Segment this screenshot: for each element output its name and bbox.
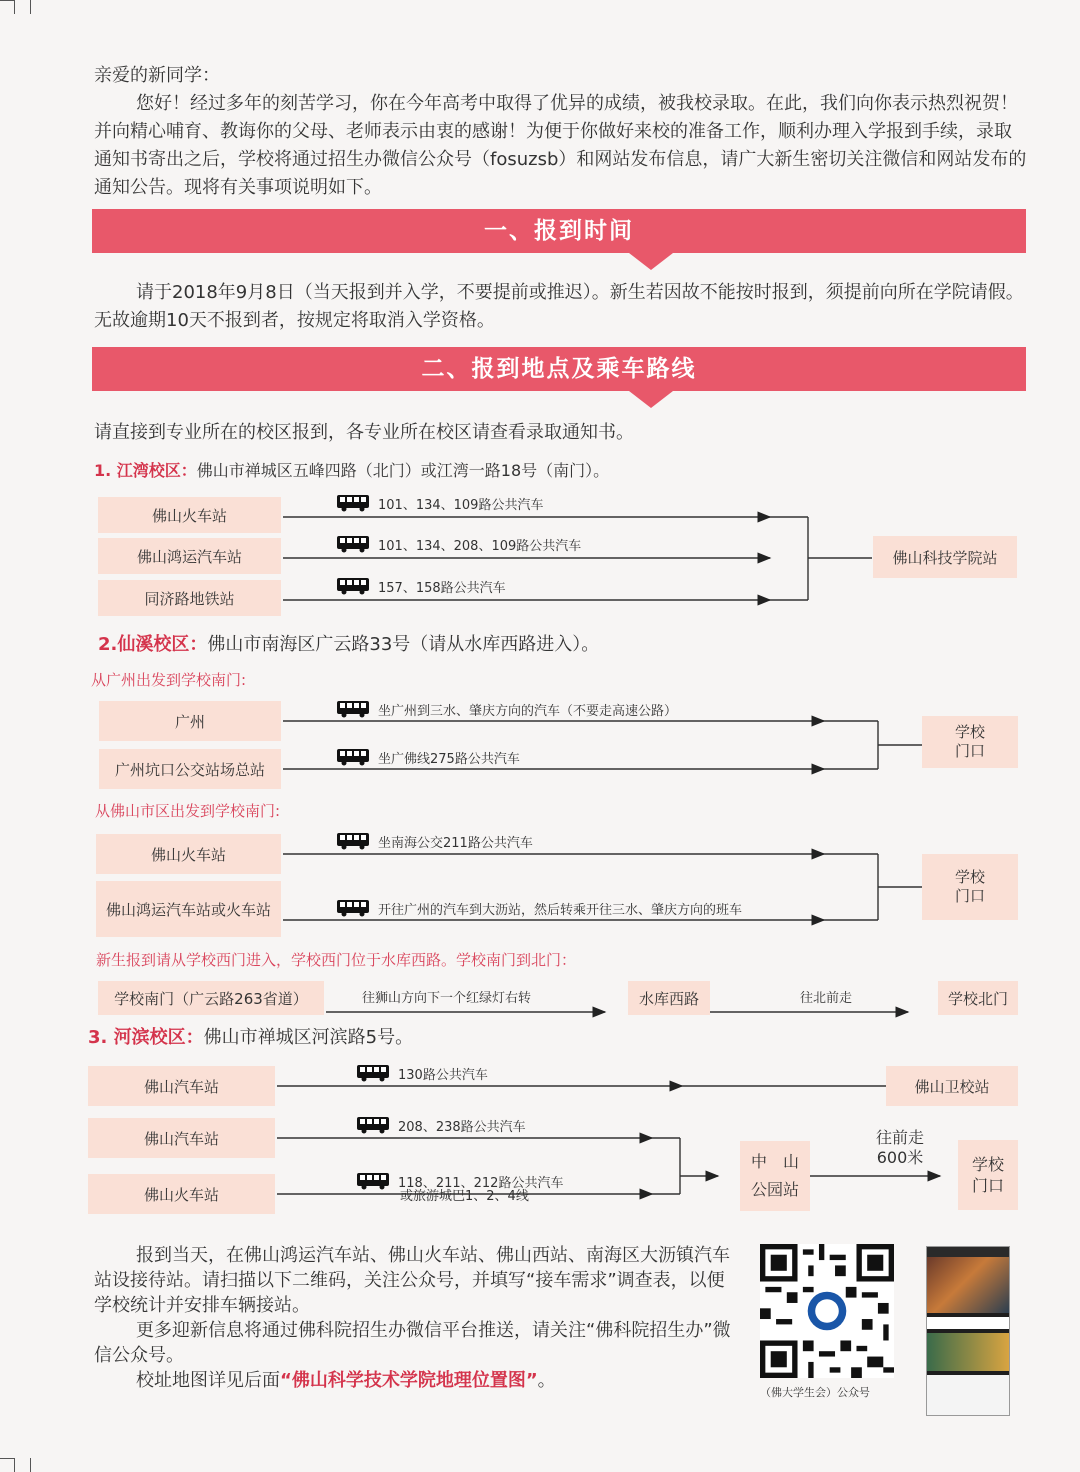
closing-paragraph-2: 更多迎新信息将通过佛科院招生办微信平台推送，请关注“佛科院招生办”微信公众号。 <box>94 1320 731 1366</box>
bus-route-label: 208、238路公共汽车 <box>398 1120 526 1135</box>
origin-box: 佛山汽车站 <box>88 1118 275 1158</box>
from-guangzhou-label: 从广州出发到学校南门: <box>91 671 247 689</box>
bus-route <box>336 832 533 855</box>
map-ref-suffix: 。 <box>537 1370 556 1391</box>
destination-box: 佛山科技学院站 <box>873 536 1017 578</box>
bus-route-label: 开往广州的汽车到大沥站，然后转乘开往三水、肇庆方向的班车 <box>378 903 743 918</box>
walk-label-line1: 往前走 <box>876 1128 925 1147</box>
menu-area <box>927 1375 1009 1415</box>
section2-title: 二、报到地点及乘车路线 <box>421 356 697 382</box>
bus-route-label: 坐广州到三水、肇庆方向的汽车（不要走高速公路） <box>378 704 678 719</box>
origin-box: 佛山火车站 <box>96 834 281 874</box>
bus-route <box>336 535 581 558</box>
closing-paragraph-3 <box>136 1367 556 1395</box>
bus-icon <box>356 1116 390 1139</box>
qr-code-image[interactable] <box>760 1244 894 1378</box>
zhongshan-park-line1: 中 山 <box>750 1152 799 1171</box>
map-ref-title: “佛山科学技术学院地理位置图” <box>280 1370 538 1391</box>
bus-route <box>336 899 742 922</box>
bus-route <box>356 1064 488 1087</box>
school-gate-box: 学校门口 <box>922 854 1018 920</box>
bus-route <box>336 494 543 517</box>
grid-image <box>927 1333 1009 1371</box>
campus2-address: 佛山市南海区广云路33号（请从水库西路进入）。 <box>207 634 600 655</box>
south-gate-box: 学校南门（广云路263省道） <box>98 981 324 1015</box>
bus-icon <box>336 494 370 517</box>
zhongshan-park-station-box <box>740 1141 810 1211</box>
bus-route <box>336 748 520 771</box>
bus-icon <box>336 748 370 771</box>
map-ref-prefix: 校址地图详见后面 <box>136 1370 280 1391</box>
origin-box: 同济路地铁站 <box>98 580 281 616</box>
campus2-name: 2.仙溪校区： <box>98 634 208 655</box>
banner-image <box>927 1257 1009 1313</box>
school-gate-box: 学校门口 <box>922 716 1018 768</box>
bus-icon <box>356 1064 390 1087</box>
campus1-heading <box>94 459 609 483</box>
section1-title: 一、报到时间 <box>484 218 634 244</box>
campus3-heading <box>88 1026 413 1050</box>
reservoir-road-box: 水库西路 <box>628 981 710 1015</box>
list-item <box>927 1317 1009 1329</box>
closing-paragraph-1: 报到当天，在佛山鸿运汽车站、佛山火车站、佛山西站、南海区大沥镇汽车站设接待站。请扫描以下二维码，关注公众号，并填写“接车需求”调查表，以便学校统计并安排车辆接站。 <box>94 1245 730 1316</box>
bus-route <box>336 577 506 600</box>
intro-paragraph: 您好！经过多年的刻苦学习，你在今年高考中取得了优异的成绩，被我校录取。在此，我们向你表示热烈祝贺！并向精心哺育、教诲你的父母、老师表示由衷的感谢！为便于你做好来校的准备工作，顺利办理入学报到手续，录取通知书寄出之后，学校将通过招生办微信公众号（fosuzsb）和网站发布信息，请广大新生密切关注微信和网站发布的通知公告。现将有关事项说明如下。 <box>94 93 1027 198</box>
walk-label-line2: 600米 <box>876 1148 924 1167</box>
bus-icon <box>336 832 370 855</box>
campus2-heading <box>98 633 599 657</box>
north-gate-box: 学校北门 <box>938 981 1018 1015</box>
origin-box: 广州 <box>99 701 281 741</box>
origin-box: 佛山鸿运汽车站 <box>98 538 281 574</box>
bus-route-label: 坐南海公交211路公共汽车 <box>378 836 533 851</box>
origin-box: 佛山汽车站 <box>88 1066 275 1106</box>
go-north-label: 往北前走 <box>800 991 853 1006</box>
bus-route <box>336 700 677 723</box>
bus-icon <box>336 700 370 723</box>
bus-icon <box>356 1172 390 1195</box>
origin-box: 佛山火车站 <box>88 1174 275 1214</box>
bus-route-label: 130路公共汽车 <box>398 1068 488 1083</box>
walk-label <box>876 1128 924 1168</box>
origin-box: 广州坑口公交站场总站 <box>99 749 281 789</box>
origin-box: 佛山鸿运汽车站或火车站 <box>96 881 281 937</box>
west-gate-note: 新生报到请从学校西门进入，学校西门位于水库西路。学校南门到北门： <box>96 951 577 969</box>
section1-body: 请于2018年9月8日（当天报到并入学，不要提前或推迟）。新生若因故不能按时报到，须提前向所在学院请假。无故逾期10天不报到者，按规定将取消入学资格。 <box>94 282 1024 331</box>
bus-route-label: 101、134、109路公共汽车 <box>378 498 544 513</box>
bus-route-label: 101、134、208、109路公共汽车 <box>378 539 582 554</box>
origin-box: 佛山火车站 <box>98 497 281 533</box>
greeting: 亲爱的新同学： <box>94 65 220 86</box>
bus-route-label: 157、158路公共汽车 <box>378 581 506 596</box>
bus-icon <box>336 535 370 558</box>
campus1-address: 佛山市禅城区五峰四路（北门）或江湾一路18号（南门）。 <box>196 461 610 480</box>
campus3-address: 佛山市禅城区河滨路5号。 <box>203 1027 414 1048</box>
bus-route <box>356 1116 526 1139</box>
bus-icon <box>336 899 370 922</box>
section2-lead: 请直接到专业所在的校区报到，各专业所在校区请查看录取通知书。 <box>94 422 634 443</box>
campus1-name: 1. 江湾校区： <box>94 461 197 480</box>
wei-school-station-box: 佛山卫校站 <box>886 1066 1018 1106</box>
from-foshan-label: 从佛山市区出发到学校南门: <box>95 802 281 820</box>
school-gate-box: 学校门口 <box>958 1140 1018 1210</box>
zhongshan-park-line2: 公园站 <box>750 1180 799 1199</box>
bus-icon <box>336 577 370 600</box>
phone-screenshot <box>926 1246 1010 1416</box>
turn-right-label: 往狮山方向下一个红绿灯右转 <box>362 991 532 1006</box>
bus-route-label-b: 或旅游城巴1、2、4线 <box>400 1189 529 1204</box>
campus3-name: 3. 河滨校区： <box>88 1027 204 1048</box>
qr-caption: （佛大学生会）公众号 <box>760 1386 870 1399</box>
bus-route-label: 坐广佛线275路公共汽车 <box>378 752 520 767</box>
bus-route-label: 118、211、212路公共汽车 <box>398 1176 564 1191</box>
